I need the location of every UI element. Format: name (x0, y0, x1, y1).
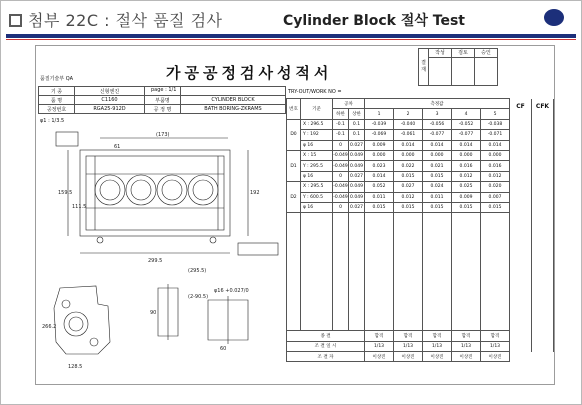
measurement-table: 번호 기준 공차 측정값 CF CFK 하한 상한 1 2 3 4 5 D0 X : 296.5 -0.1 0.1 -0.039 -0.040 -0.056 -0.052 -0.038 Y : 192 -0.1 0.1 -0.069 -0.061 -0.077 -0.077 -0.071 φ 16 0 0.027 0.009 0.014 0.014 0.014 0.014 D1 X : 15 -0.049 0.049 0.000 0.000 0.000 0.000 0.000 Y : 295.5 -0.049 0.049 0.023 0.022 0.021 0.016 0.016 φ 16 0 0.027 0.014 0.015 0.015 0.012 0.012 D2 X : 295.5 -0.049 0.049 0.052 0.027 0.024 0.025 0.020 Y : 600.5 -0.049 0.049 0.011 0.012 0.011 0.009 0.007 φ 16 0 0.027 0.015 0.015 0.015 0.015 0.015 종 결 합격 합격 합격 합격 합격 조 결 일 시 1/13 1/13 1/13 1/13 1/13 조 결 자 이상진 이상진 이상진 이상진 이상진 (286, 98, 554, 362)
dim-192: 192 (250, 190, 260, 196)
dim-159-5: 159.5 (58, 190, 73, 196)
col-header-measured: 측정값 (365, 99, 510, 109)
department-label: 품질기술부 QA (40, 76, 74, 82)
dim-61: 61 (114, 144, 121, 150)
scale-note: φ1 : 1/3.5 (40, 118, 65, 124)
page-number: page : 1/1 (151, 87, 177, 93)
approval-writer: 작성 (429, 49, 452, 58)
col-header-tolerance: 공차 (333, 99, 365, 109)
point-id-d1: D1 (287, 150, 301, 181)
result-row: 종 결 합격 합격 합격 합격 합격 (287, 331, 554, 341)
col-header-no: 번호 (287, 99, 301, 120)
dim-90: 90 (150, 310, 157, 316)
part-info-table: 기 종 신형엔진 품 명 C1160 부품명 CYLINDER BLOCK 공정번호 RGA25-912D 공 정 명 BATH BORING-ZKRAMS (38, 86, 286, 114)
slide-subtitle: Cylinder Block 절삭 Test (283, 13, 465, 29)
dim-phi16: φ16 +0.027/0 (214, 288, 249, 294)
table-row: φ 16 0 0.027 0.015 0.015 0.015 0.015 0.015 (287, 202, 554, 212)
table-row: Y : 600.5 -0.049 0.049 0.011 0.012 0.011 0.009 0.007 (287, 192, 554, 202)
dim-295-5: (295.5) (188, 268, 207, 274)
document-title: 가공공정검사성적서 (166, 64, 333, 82)
approval-box: 결 재 작성 검토 승인 (418, 48, 498, 86)
dim-266-2: 266.2 (42, 324, 57, 330)
dim-299-5: 299.5 (148, 258, 163, 264)
cfk-column: CFK (532, 99, 554, 352)
dim-111-5: 111.5 (72, 204, 87, 210)
dim-128-5: 128.5 (68, 364, 83, 370)
cylinder-block-drawing (38, 128, 284, 383)
company-logo (537, 9, 571, 33)
table-row: Y : 192 -0.1 0.1 -0.069 -0.061 -0.077 -0.077 -0.071 (287, 130, 554, 140)
inspection-sheet (35, 45, 555, 385)
table-row: φ 16 0 0.027 0.014 0.015 0.015 0.012 0.012 (287, 171, 554, 181)
date-row: 조 결 일 시 1/13 1/13 1/13 1/13 1/13 (287, 341, 554, 351)
cf-column: CF (510, 99, 532, 352)
slide-title: 첨부 22C : 절삭 품질 검사 (9, 8, 223, 31)
point-id-d2: D2 (287, 182, 301, 213)
table-row: D0 X : 296.5 -0.1 0.1 -0.039 -0.040 -0.056 -0.052 -0.038 (287, 119, 554, 129)
approval-reviewer: 검토 (452, 49, 475, 58)
table-row: φ 16 0 0.027 0.009 0.014 0.014 0.014 0.014 (287, 140, 554, 150)
table-row: Y : 295.5 -0.049 0.049 0.023 0.022 0.021 0.016 0.016 (287, 161, 554, 171)
header-rule (6, 34, 576, 38)
approval-approver: 승인 (475, 49, 498, 58)
dim-2-90-5: (2-90.5) (188, 294, 209, 300)
inspector-row: 조 결 자 이상진 이상진 이상진 이상진 이상진 (287, 352, 554, 362)
table-row: D1 X : 15 -0.049 0.049 0.000 0.000 0.000 0.000 0.000 (287, 150, 554, 160)
table-row: D2 X : 295.5 -0.049 0.049 0.052 0.027 0.024 0.025 0.020 (287, 182, 554, 192)
checkbox-icon (9, 14, 22, 27)
point-id-d0: D0 (287, 119, 301, 150)
dim-60: 60 (220, 346, 227, 352)
header-accent-rule (6, 39, 576, 40)
col-header-nominal: 기준 (301, 99, 333, 120)
dim-173: (173) (156, 132, 170, 138)
tryout-label: TRY-OUT/WORK NO = (288, 89, 342, 95)
